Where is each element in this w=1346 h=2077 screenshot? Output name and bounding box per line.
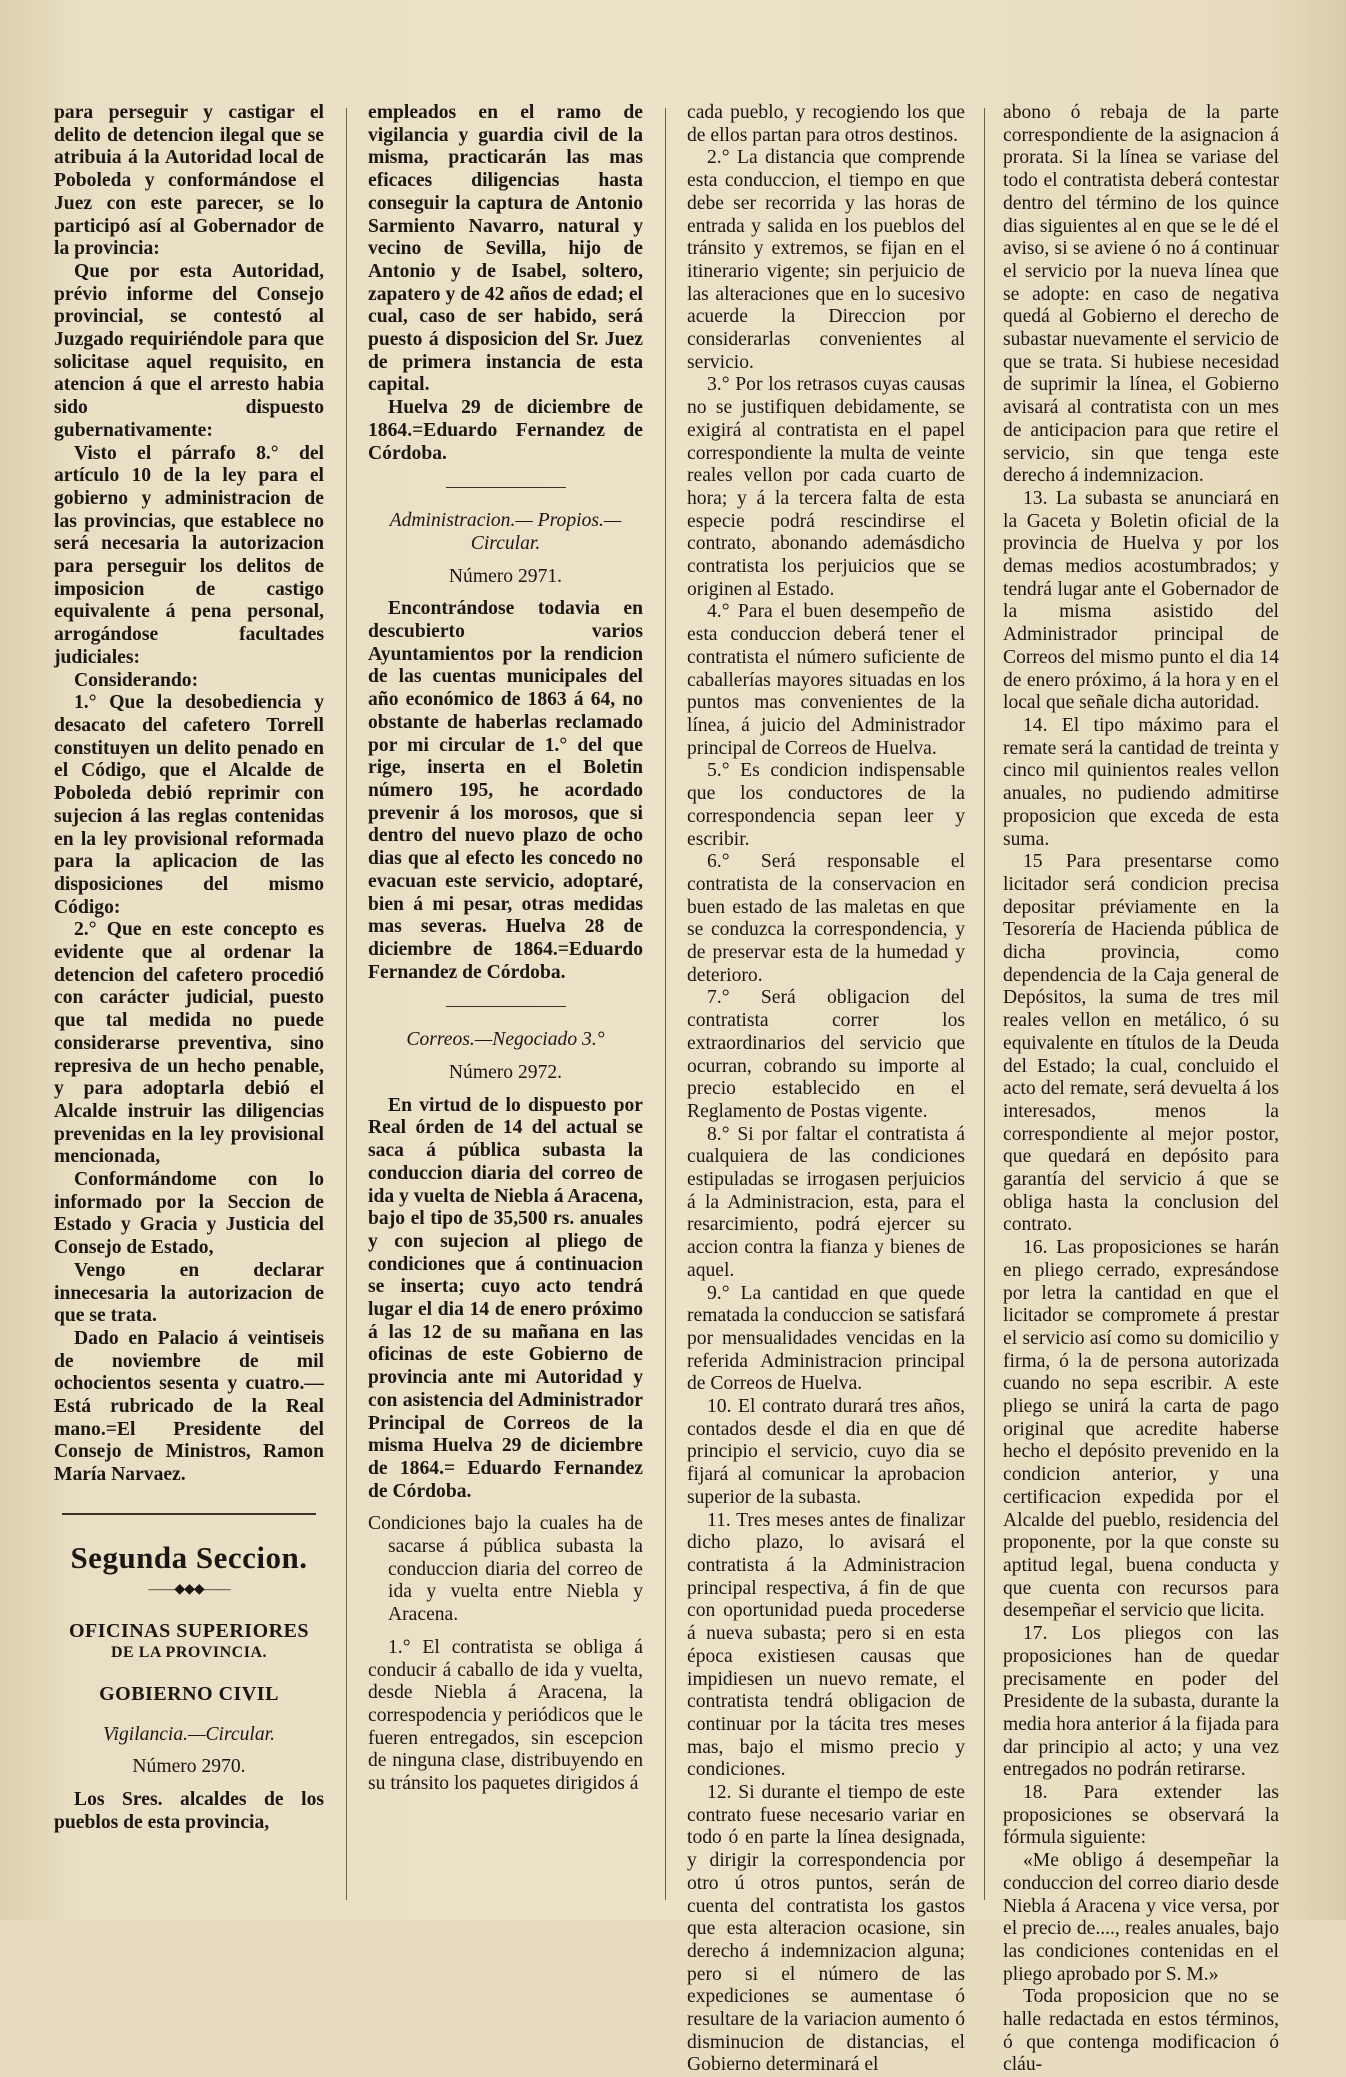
paragraph: Visto el párrafo 8.° del artículo 10 de la ley para el gobierno y administracion de las provincias, que establece no será necesaria la autorizacion para perseguir los delitos de imposicion de castigo equivalente á pena personal, arrogándose facultades judiciales: xyxy=(54,442,324,668)
signature-line: Huelva 29 de diciembre de 1864.=Eduardo Fernandez de Córdoba. xyxy=(368,397,643,464)
item-number: Número 2970. xyxy=(132,1756,246,1778)
section-divider xyxy=(62,1513,316,1515)
paragraph: Dado en Palacio á veintiseis de noviembre de mil ochocientos sesenta y cuatro.— Está rubricado de la Real mano.=El Presidente del Consejo de Ministros, Ramon María Narvaez. xyxy=(54,1327,324,1486)
column-1 xyxy=(54,102,324,1908)
paragraph: Encontrándose todavia en descubierto varios Ayuntamientos por la rendicion de las cuentas municipales del año económico de 1863 á 64, no obstante de haberlas reclamado por mi circular de 1.° del que rige, inserta en el Boletin número 195, he acordado prevenir á los morosos, que si dentro del nuevo plazo de ocho dias que al efecto les concedo no evacuan este servicio, adoptaré, bien á mi pesar, otras medidas mas severas. Huelva 28 de diciembre de 1864.=Eduardo Fernandez de Córdoba. xyxy=(368,598,643,983)
paragraph: 4.° Para el buen desempeño de esta conduccion deberá tener el contratista el número suficiente de caballerías mayores situadas en los puntos mas convenientes de la línea, á juicio del Administrador principal de Correos de Huelva. xyxy=(687,601,965,759)
paragraph: Que por esta Autoridad, prévio informe del Consejo provincial, se contestó al Juzgado requiriéndole para que solicitase aquel requisito, en atencion á que el arresto habia sido dispuesto gubernativamente: xyxy=(54,260,324,441)
paragraph: 10. El contrato durará tres años, contados desde el dia en que dé principio el servicio, cuyo dia se fijará al comunicar la aprobacion superior de la subasta. xyxy=(687,1396,965,1508)
paragraph: 8.° Si por faltar el contratista á cualquiera de las condiciones estipuladas se irrogasen perjuicios á la Administracion, esta, para el resarcimiento, podrá ejercer su accion contra la fianza y bienes de aquel. xyxy=(687,1123,965,1281)
circular-heading: Vigilancia.—Circular. xyxy=(103,1723,275,1745)
item-number: Número 2972. xyxy=(448,1062,563,1084)
paragraph: Considerando: xyxy=(74,669,199,691)
paragraph: En virtud de lo dispuesto por Real órden de 14 del actual se saca á pública subasta la conduccion diaria del correo de ida y vuelta de Niebla á Aracena, bajo el tipo de 35,500 rs. anuales y con sujecion al pliego de condiciones que á continuacion se inserta; cuyo acto tendrá lugar el dia 14 de enero próximo á las 12 de su mañana en las oficinas de este Gobierno de provincia ante mi Autoridad y con asistencia del Administrador Principal de Correos de la misma Huelva 29 de diciembre de 1864.= Eduardo Fernandez de Córdoba. xyxy=(368,1094,643,1502)
paragraph: Conformándome con lo informado por la Seccion de Estado y Gracia y Justicia del Consejo de Estado, xyxy=(54,1169,324,1259)
section-title: Segunda Seccion. xyxy=(70,1539,308,1575)
paragraph: 13. La subasta se anunciará en la Gaceta y Boletin oficial de la provincia de Huelva y por los demas medios acostumbrados; y tendrá lugar ante el Gobernador de la misma asistido del Administrador principal de Correos del mismo punto el dia 14 de enero próximo, á la hora y en el local que señale dicha autoridad. xyxy=(1003,487,1279,714)
circular-heading: Administracion.— Propios.—Circular. xyxy=(389,510,622,554)
column-rule xyxy=(984,108,985,1900)
column-rule xyxy=(346,108,347,1900)
gov-civil-heading: GOBIERNO CIVIL xyxy=(99,1683,279,1705)
paragraph: 16. Las proposiciones se harán en pliego cerrado, expresándose por letra la cantidad en que el licitador se compromete á prestar el servicio así como su domicilio y firma, ó la de persona autorizada cuando no sepa escribir. A este pliego se unirá la carta de pago original que acredite haberse hecho el depósito prevenido en la condicion anterior, y una certificacion expedida por el Alcalde del pueblo, residencia del proponente, por la que conste su aptitud legal, buena conducta y que cuenta con recursos para desempeñar el servicio que licita. xyxy=(1003,1237,1279,1622)
circular-heading: Correos.—Negociado 3.° xyxy=(406,1029,605,1051)
conditions-heading: Condiciones bajo la cuales ha de sacarse á pública subasta la conduccion diaria del correo de ida y vuelta entre Niebla y Aracena. xyxy=(368,1513,643,1626)
paragraph: 6.° Será responsable el contratista de la conservacion en buen estado de las maletas en que se conduzca la correspondencia, y de preservar esta de la humedad y deterioro. xyxy=(687,851,965,986)
paragraph: 12. Si durante el tiempo de este contrato fuese necesario variar en todo ó en parte la línea designada, y dirigir la correspondencia por otro ú otros puntos, serán de cuenta del contratista los gastos que esta alteracion ocasione, sin derecho á indemnizacion alguna; pero si el número de las expediciones se aumentase ó resultare de la variacion aumento ó disminucion de distancias, el Gobierno determinará el xyxy=(687,1782,965,2076)
paragraph: 5.° Es condicion indispensable que los conductores de la correspondencia sepan leer y escribir. xyxy=(687,760,965,850)
office-subheading: DE LA PROVINCIA. xyxy=(110,1644,267,1662)
paragraph: 17. Los pliegos con las proposiciones han de quedar precisamente en poder del Presidente de la subasta, durante la media hora anterior á la fijada para dar principio al acto; y una vez entregados no podrán retirarse. xyxy=(1003,1623,1279,1781)
paragraph: abono ó rebaja de la parte correspondiente de la asignacion á prorata. Si la línea se variase del todo el contratista deberá contestar dentro del término de los quince dias siguientes al en que se le dé el aviso, si se aviene ó no á continuar el servicio por la nueva línea que se adopte: en caso de negativa quedá al Gobierno el derecho de subastar nuevamente el servicio de que se trata. Si hubiese necesidad de suprimir la línea, el Gobierno avisará al contratista con un mes de anticipacion para que retire el servicio, sin que tenga este derecho á indemnizacion. xyxy=(1003,102,1279,487)
paragraph: 2.° La distancia que comprende esta conduccion, el tiempo en que debe ser recorrida y las horas de entrada y salida en los pueblos del tránsito y extremos, se fijan en el itinerario vigente; sin perjuicio de las alteraciones que en lo sucesivo acuerde la Direccion por considerarlas convenientes al servicio. xyxy=(687,147,965,373)
paragraph: 11. Tres meses antes de finalizar dicho plazo, lo avisará el contratista á la Administracion principal respectiva, á fin de que con oportunidad pueda procederse á nueva subasta; pero si en esta época existiesen causas que impidiesen un nuevo remate, el contratista tendrá obligacion de continuar por la tácita tres meses mas, bajo el mismo precio y condiciones. xyxy=(687,1509,965,1781)
paragraph: Toda proposicion que no se halle redactada en estos términos, ó que contenga modificacion ó cláu- xyxy=(1003,1986,1279,2076)
paragraph: Vengo en declarar innecesaria la autorizacion de que se trata. xyxy=(54,1259,324,1327)
paragraph: 9.° La cantidad en que quede rematada la conduccion se satisfará por mensualidades vencidas en la referida Administracion principal de Correos de Huelva. xyxy=(687,1282,965,1395)
paragraph: 1.° El contratista se obliga á conducir á caballo de ida y vuelta, desde Niebla á Aracena, la correspodencia y periódicos que le fueren entregados, sin escepcion de ninguna clase, distribuyendo en su tránsito los paquetes dirigidos á xyxy=(368,1636,643,1795)
paragraph: 18. Para extender las proposiciones se observará la fórmula siguiente: xyxy=(1003,1782,1279,1849)
paragraph: 1.° Que la desobediencia y desacato del cafetero Torrell constituyen un delito penado en el Código, que el Alcalde de Poboleda debió reprimir con sujecion á las reglas contenidas en la ley provisional reformada para la aplicacion de las disposiciones del mismo Código: xyxy=(54,692,324,918)
paragraph: 3.° Por los retrasos cuyas causas no se justifiquen debidamente, se exigirá al contratista en el papel correspondiente la multa de veinte reales vellon por cada cuarto de hora; y á la tercera falta de esta especie podrá rescindirse el contrato, abonando ademásdicho contratista los perjuicios que se originen al Estado. xyxy=(687,374,965,600)
office-heading: OFICINAS SUPERIORES xyxy=(68,1619,310,1642)
paragraph: 2.° Que en este concepto es evidente que al ordenar la detencion del cafetero procedió con carácter judicial, puesto que tal medida no puede considerarse preventiva, sino represiva de un hecho penable, y para adoptarla debió el Alcalde instruir las diligencias prevenidas en la ley provisional mencionada, xyxy=(54,919,324,1168)
paragraph: 7.° Será obligacion del contratista correr los extraordinarios del servicio que ocurran, cobrando su importe al precio establecido en el Reglamento de Postas vigente. xyxy=(687,987,965,1122)
column-4 xyxy=(1003,102,1279,2076)
column-rule xyxy=(665,108,666,1900)
paragraph: cada pueblo, y recogiendo los que de ellos partan para otros destinos. xyxy=(687,102,965,146)
divider xyxy=(446,487,566,488)
divider xyxy=(446,1006,566,1007)
paragraph: 14. El tipo máximo para el remate será la cantidad de treinta y cinco mil quinientos reales vellon anuales, no pudiendo admitirse proposicion que exceda de esta suma. xyxy=(1003,714,1279,850)
column-2 xyxy=(368,102,643,1908)
paragraph: Los Sres. alcaldes de los pueblos de esta provincia, xyxy=(54,1789,324,1833)
ornament: ——◆◆◆—— xyxy=(148,1581,230,1597)
column-3 xyxy=(687,102,965,2076)
item-number: Número 2971. xyxy=(448,565,563,587)
paragraph: para perseguir y castigar el delito de detencion ilegal que se atribuia á la Autoridad local de Poboleda y conformándose el Juez con este parecer, se lo participó así al Gobernador de la provincia: xyxy=(54,102,324,260)
paragraph: empleados en el ramo de vigilancia y guardia civil de la misma, practicarán las mas eficaces diligencias hasta conseguir la captura de Antonio Sarmiento Navarro, natural y vecino de Sevilla, hijo de Antonio y de Isabel, soltero, zapatero y de 42 años de edad; el cual, caso de ser habido, será puesto á disposicion del Sr. Juez de primera instancia de esta capital. xyxy=(368,102,643,396)
formula-quote: «Me obligo á desempeñar la conduccion del correo diario desde Niebla á Aracena y vice versa, por el precio de...., reales anuales, bajo las condiciones contenidas en el pliego aprobado por S. M.» xyxy=(1003,1850,1279,1985)
paragraph: 15 Para presentarse como licitador será condicion precisa depositar préviamente en la Tesorería de Hacienda pública de dicha provincia, como dependencia de la Caja general de Depósitos, la suma de tres mil reales vellon en metálico, ó su equivalente en títulos de la Deuda del Estado; la cual, concluido el acto del remate, será devuelta á los interesados, menos la correspondiente al mejor postor, que quedará en depósito para garantía del servicio á que se obliga hasta la conclusion del contrato. xyxy=(1003,851,1279,1236)
